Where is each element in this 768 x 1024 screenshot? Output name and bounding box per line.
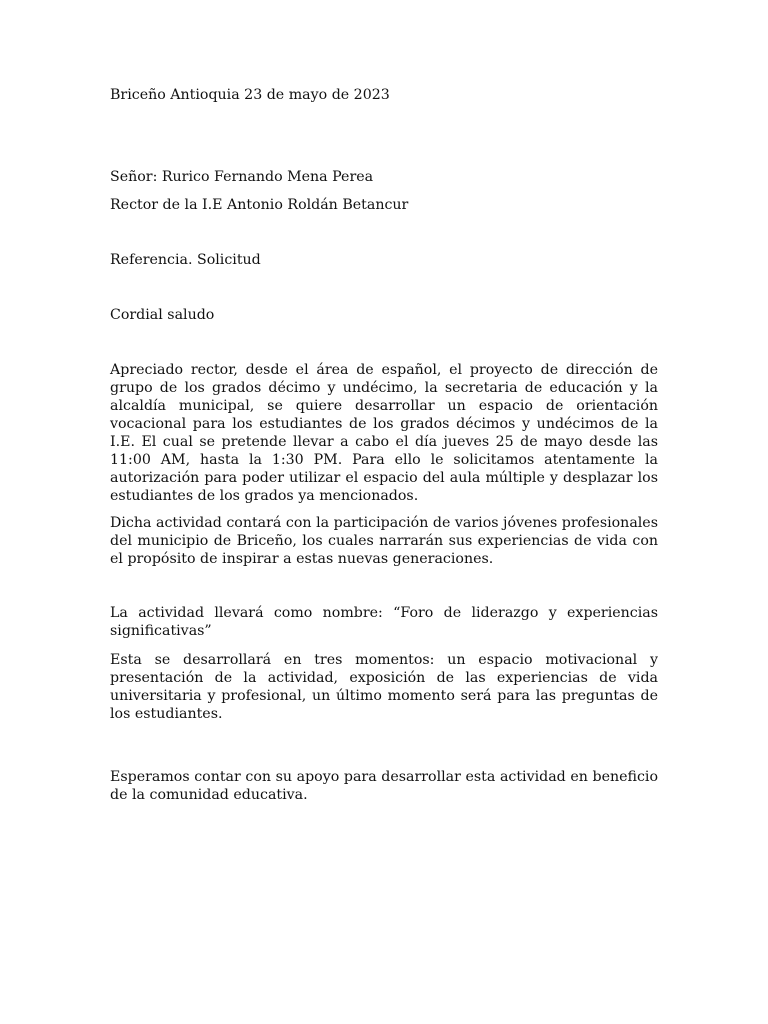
place-date: Briceño Antioquia 23 de mayo de 2023 (110, 87, 390, 103)
body-paragraph-moments: Esta se desarrollará en tres momentos: un espacio motivacional y presentación de la actividad, exposición de las experiencias de vida universitaria y profesional, un último momento será para las preguntas de los estudiantes. (110, 652, 658, 722)
body-paragraph-activity-name: La actividad llevará como nombre: “Foro de liderazgo y experiencias significativas” (110, 605, 658, 639)
body-paragraph-participants: Dicha actividad contará con la participación de varios jóvenes profesionales del municipio de Briceño, los cuales narrarán sus experiencias de vida con el propósito de inspirar a estas nuevas generaciones. (110, 515, 658, 567)
body-paragraph-closing: Esperamos contar con su apoyo para desarrollar esta actividad en beneficio de la comunidad educativa. (110, 769, 658, 803)
body-paragraph-request: Apreciado rector, desde el área de español, el proyecto de dirección de grupo de los grados décimo y undécimo, la secretaria de educación y la alcaldía municipal, se quiere desarrollar un espacio de orientación vocacional para los estudiantes de los grados décimos y undécimos de la I.E. El cual se pretende llevar a cabo el día jueves 25 de mayo desde las 11:00 AM, hasta la 1:30 PM. Para ello le solicitamos atentamente la autorización para poder utilizar el espacio del aula múltiple y desplazar los estudiantes de los grados ya mencionados. (110, 362, 658, 504)
reference-line: Referencia. Solicitud (110, 252, 261, 268)
greeting: Cordial saludo (110, 307, 215, 323)
recipient-title: Rector de la I.E Antonio Roldán Betancur (110, 197, 409, 213)
recipient-name: Señor: Rurico Fernando Mena Perea (110, 169, 374, 185)
